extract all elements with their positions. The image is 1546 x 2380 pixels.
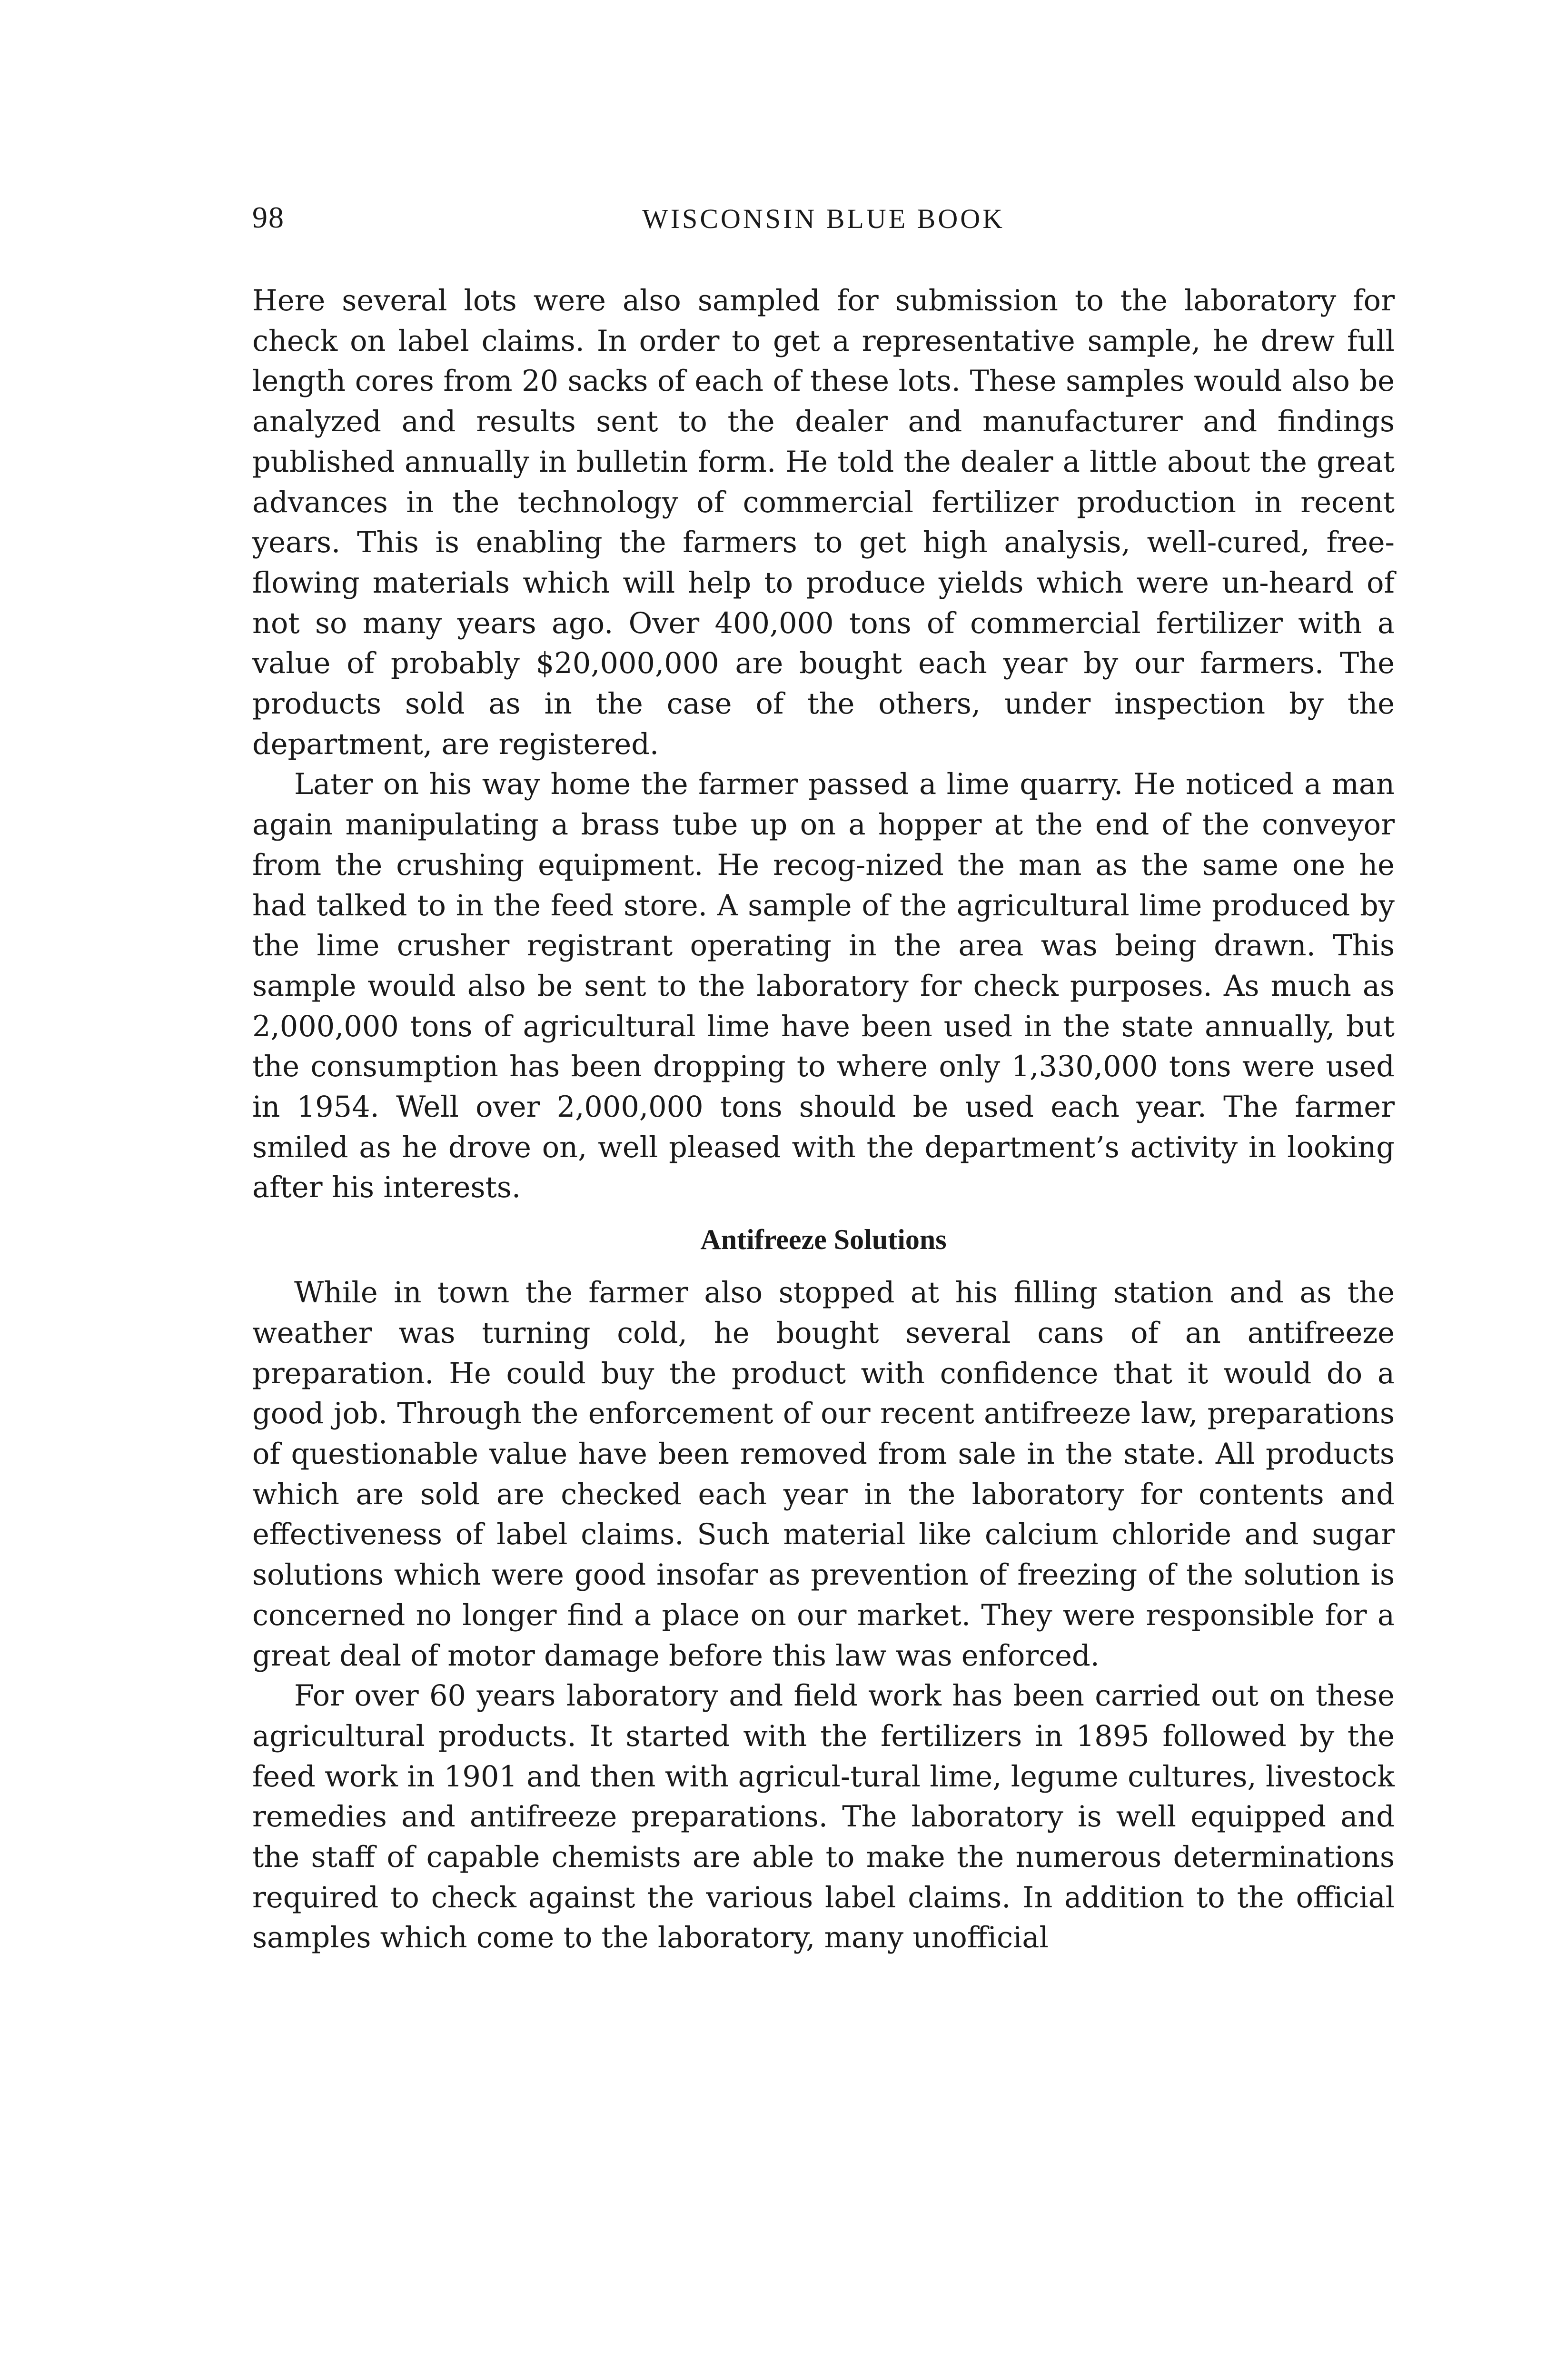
paragraph-antifreeze: While in town the farmer also stopped at his filling station and as the weather was turning cold, he bought several cans of an antifreeze preparation. He could buy the product with confidence that it would do a good job. Through the enforcement of our recent antifreeze law, preparations of questionable value have been removed from sale in the state. All products which are sold are checked each year in the laboratory for contents and effectiveness of label claims. Such material like calcium chloride and sugar solutions which were good insofar as prevention of freezing of the solution is concerned no longer find a place on our market. They were responsible for a great deal of motor damage before this law was enforced. (252, 1276, 1395, 1673)
section-heading-antifreeze: Antifreeze Solutions (700, 1224, 947, 1256)
book-page (252, 200, 1395, 2380)
running-header (252, 200, 1395, 257)
paragraph-fertilizer-sampling: Here several lots were also sampled for submission to the laboratory for check on label claims. In order to get a representative sample, he drew full length cores from 20 sacks of each of these lots. These samples would also be analyzed and results sent to the dealer and manufacturer and findings published annually in bulletin form. He told the dealer a little about the great advances in the technology of commercial fertilizer production in recent years. This is enabling the farmers to get high analysis, well-cured, free-flowing materials which will help to produce yields which were un-heard of not so many years ago. Over 400,000 tons of commercial fertilizer with a value of probably $20,000,000 are bought each year by our farmers. The products sold as in the case of the others, under inspection by the department, are registered. (252, 284, 1395, 761)
paragraph-lime-quarry: Later on his way home the farmer passed a lime quarry. He noticed a man again manipulating a brass tube up on a hopper at the end of the conveyor from the crushing equipment. He recog-nized the man as the same one he had talked to in the feed store. A sample of the agricultural lime produced by the lime crusher registrant operating in the area was being drawn. This sample would also be sent to the laboratory for check purposes. As much as 2,000,000 tons of agricultural lime have been used in the state annually, but the consumption has been dropping to where only 1,330,000 tons were used in 1954. Well over 2,000,000 tons should be used each year. The farmer smiled as he drove on, well pleased with the department’s activity in looking after his interests. (252, 768, 1395, 1205)
book-title: WISCONSIN BLUE BOOK (642, 203, 1005, 234)
page-number: 98 (252, 200, 285, 234)
paragraph-laboratory-history: For over 60 years laboratory and field work has been carried out on these agricultural products. It started with the fertilizers in 1895 followed by the feed work in 1901 and then with agricul-tural lime, legume cultures, livestock remedies and antifreeze preparations. The laboratory is well equipped and the staff of capable chemists are able to make the numerous determinations required to check against the various label claims. In addition to the official samples which come to the laboratory, many unofficial (252, 1679, 1395, 1955)
